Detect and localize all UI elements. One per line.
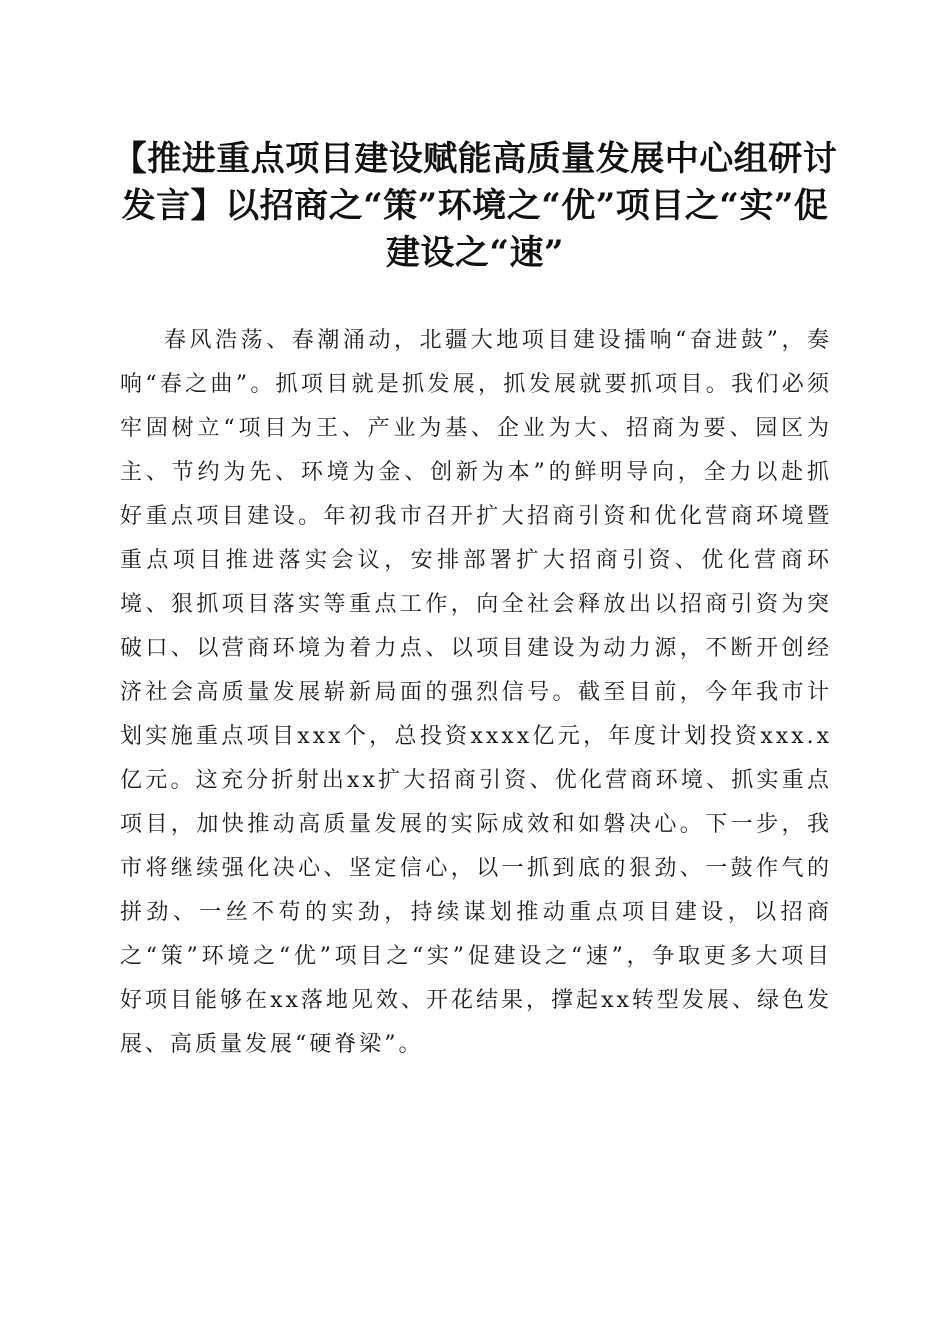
document-title: 【推进重点项目建设赋能高质量发展中心组研讨发言】以招商之“策”环境之“优”项目之“实”促建设之“速”	[112, 139, 838, 273]
body-paragraph: 春风浩荡、春潮涌动，北疆大地项目建设擂响“奋进鼓”，奏响“春之曲”。抓项目就是抓发展，抓发展就要抓项目。我们必须牢固树立“项目为王、产业为基、企业为大、招商为要、园区为主、节约为先、环境为金、创新为本”的鲜明导向，全力以赴抓好重点项目建设。年初我市召开扩大招商引资和优化营商环境暨重点项目推进落实会议，安排部署扩大招商引资、优化营商环境、狠抓项目落实等重点工作，向全社会释放出以招商引资为突破口、以营商环境为着力点、以项目建设为动力源，不断开创经济社会高质量发展崭新局面的强烈信号。截至目前，今年我市计划实施重点项目xxx个，总投资xxxx亿元，年度计划投资xxx.x亿元。这充分折射出xx扩大招商引资、优化营商环境、抓实重点项目，加快推动高质量发展的实际成效和如磐决心。下一步，我市将继续强化决心、坚定信心，以一抓到底的狠劲、一鼓作气的拼劲、一丝不苟的实劲，持续谋划推动重点项目建设，以招商之“策”环境之“优”项目之“实”促建设之“速”，争取更多大项目好项目能够在xx落地见效、开花结果，撑起xx转型发展、绿色发展、高质量发展“硬脊梁”。	[120, 328, 832, 1057]
